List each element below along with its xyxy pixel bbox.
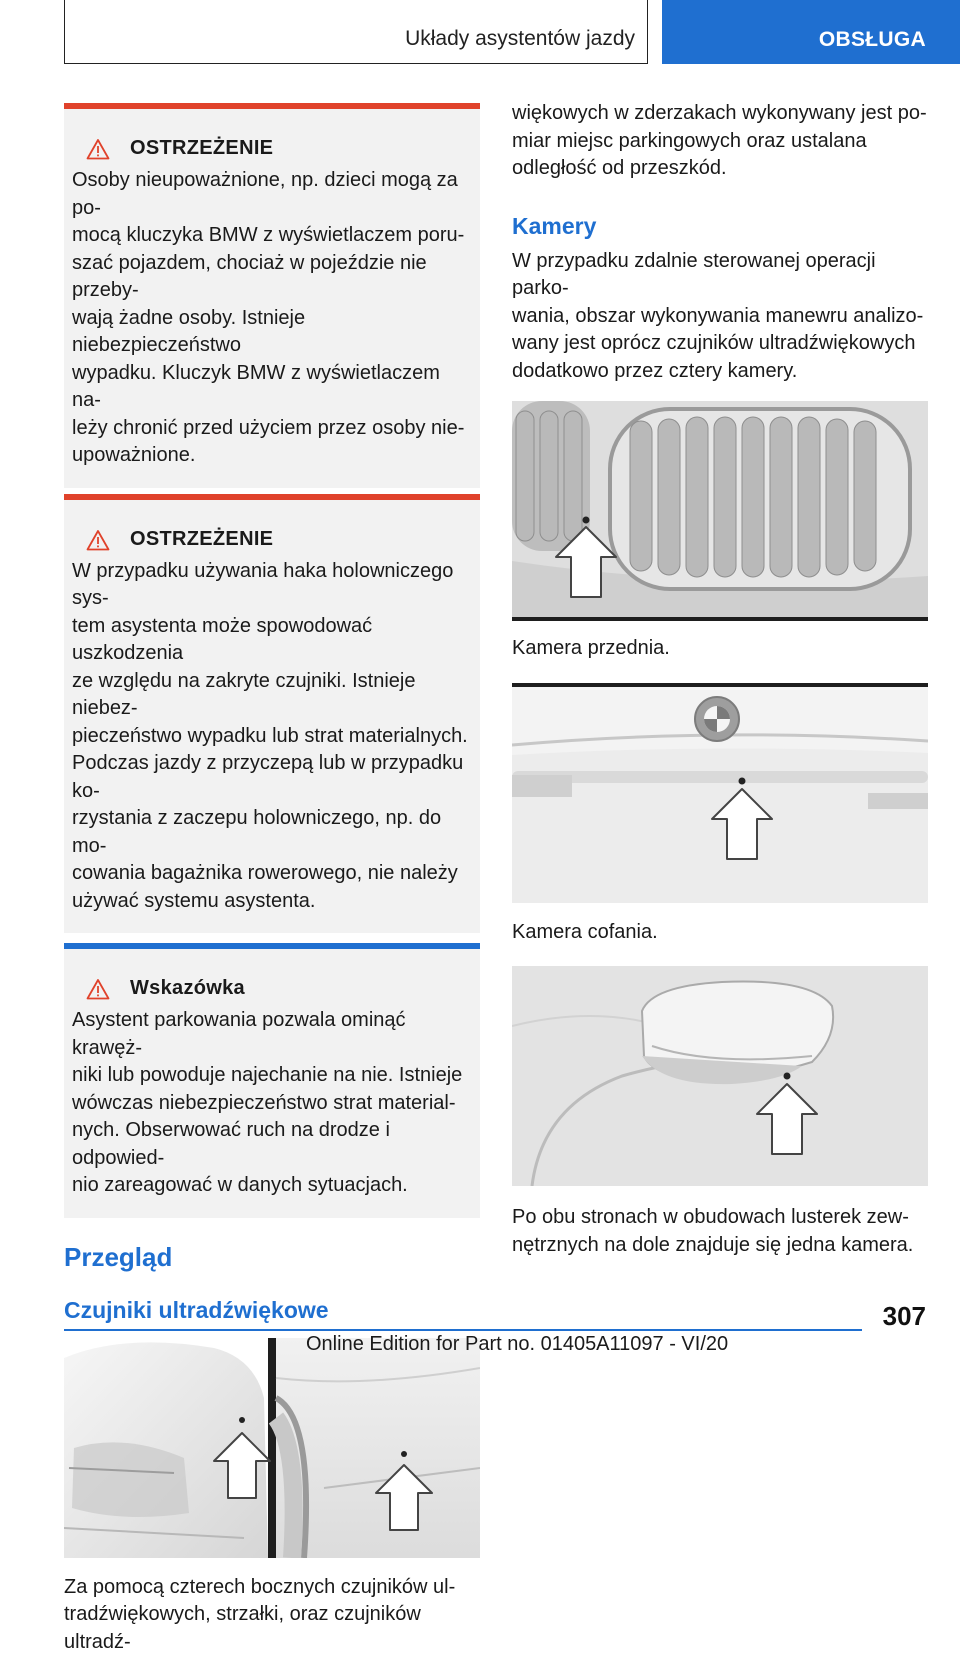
caption-front-camera: Kamera przednia.	[512, 635, 928, 663]
warning-title: OSTRZEŻENIE	[130, 135, 273, 163]
warning-text: Osoby nieupoważnione, np. dzieci mogą za po- mocą kluczyka BMW z wyświetlaczem poru- szać pojazdem, chociaż w pojeździe nie przeby- wają żadne osoby. Istnieje niebezpieczeństwo wypadku. Kluczyk BMW z wyświetlaczem na- leży chronić przed użyciem przez osoby nie- upoważnione.	[72, 167, 472, 470]
warning-text: W przypadku używania haka holowniczego sys- tem asystenta może spowodować uszkodzenia ze względu na zakryte czujniki. Istnieje niebez- pieczeństwo wypadku lub strat materialnych. Podczas jazdy z przyczepą lub w przypadku ko- rzystania z zaczepu holowniczego, np. do mo- cowania bagażnika rowerowego, nie należy używać systemu asystenta.	[72, 558, 472, 916]
warning-header	[72, 526, 472, 554]
ultrasonic-sensors-figure	[64, 1338, 480, 1558]
side-camera-figure	[512, 966, 928, 1186]
section-heading: Przegląd	[64, 1242, 480, 1273]
warning-box-2	[64, 494, 480, 934]
warning-triangle-icon	[86, 978, 110, 1000]
hint-title: Wskazówka	[130, 975, 245, 1003]
footer-divider	[64, 1329, 862, 1331]
hint-text: Asystent parkowania pozwala ominąć krawęż- niki lub powoduje najechanie na nie. Istnieje wówczas niebezpieczeństwo strat material- nych. Obserwować ruch na drodze i odpowied- nio zareagować w danych sytuacjach.	[72, 1007, 472, 1200]
caption-side-camera: Po obu stronach w obudowach lusterek zew- nętrznych na dole znajduje się jedna kamera.	[512, 1204, 928, 1259]
footer-edition-text: Online Edition for Part no. 01405A11097 - VI/20	[306, 1333, 728, 1356]
front-camera-figure	[512, 401, 928, 621]
warning-box-1	[64, 103, 480, 488]
car-side-sensors-illustration	[64, 1338, 480, 1558]
kidney-grille-illustration	[512, 401, 928, 621]
sensors-paragraph: Za pomocą czterech bocznych czujników ul- tradźwiękowych, strzałki, oraz czujników ultradź-	[64, 1574, 480, 1656]
caption-rear-camera: Kamera cofania.	[512, 919, 928, 947]
trunk-lid-illustration	[512, 683, 928, 903]
section-tab-label: OBSŁUGA	[819, 28, 926, 52]
cameras-heading: Kamery	[512, 213, 928, 240]
warning-header	[72, 135, 472, 163]
left-column	[64, 103, 480, 1656]
page-number: 307	[883, 1301, 926, 1332]
side-mirror-illustration	[512, 966, 928, 1186]
subsection-heading: Czujniki ultradźwiękowe	[64, 1297, 480, 1324]
hint-box	[64, 943, 480, 1218]
hint-header	[72, 975, 472, 1003]
right-column	[512, 100, 928, 1259]
header-title-box	[64, 0, 648, 64]
cameras-paragraph: W przypadku zdalnie sterowanej operacji parko- wania, obszar wykonywania manewru analizo- wany jest oprócz czujników ultradźwiękowych dodatkowo przez cztery kamery.	[512, 248, 928, 386]
section-tab	[662, 0, 960, 64]
warning-triangle-icon	[86, 138, 110, 160]
warning-title: OSTRZEŻENIE	[130, 526, 273, 554]
chapter-title: Układy asystentów jazdy	[405, 27, 635, 51]
continued-paragraph: więkowych w zderzakach wykonywany jest po- miar miejsc parkingowych oraz ustalana odległość od przeszkód.	[512, 100, 928, 183]
warning-triangle-icon	[86, 529, 110, 551]
rear-camera-figure	[512, 683, 928, 903]
